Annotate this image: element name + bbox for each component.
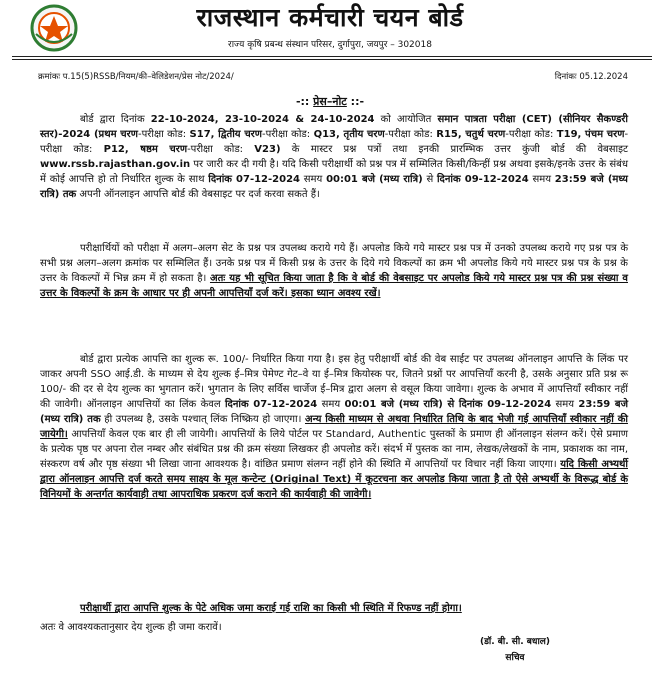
paragraph-question-sets: परीक्षार्थियों को परीक्षा में अलग–अलग सेट के प्रश्न पत्र उपलब्ध कराये गये हैं। अपलोड किये गये मास्टर प्रश्न पत्र में उनको उपलब्ध कराये गए प्रश्न पत्र के सभी प्रश्न अलग–अलग क्रमांक पर सम्मिलित हैं। उनके प्रश्न पत्र में किसी प्रश्न के उत्तर के दिये गये विकल्पों का क्रम भी अपलोड किये गये मास्टर प्रश्न पत्र के प्रश्न के उत्तर के विकल्पों में भिन्न क्रम में हो सकता है। अतः यह भी सूचित किया जाता है कि वे बोर्ड की वेबसाइट पर अपलोड किये गये मास्टर प्रश्न पत्र की प्रश्न संख्या व उत्तर के विकल्पों के क्रम के आधार पर ही अपनी आपत्तियाँ दर्ज करें। इसका ध्यान अवश्य रखें। [40,243,628,299]
heading-left-mark: -:: [295,95,314,108]
reference-number: क्रमांकः प.15(5)RSSB/नियम/की–वेलिडेशन/प्रेस नोट/2024/ [38,72,234,82]
press-note-heading [0,94,660,109]
master-paper-notice: अतः यह भी सूचित किया जाता है कि वे बोर्ड की वेबसाइट पर अपलोड किये गये मास्टर प्रश्न पत्र की प्रश्न संख्या व उत्तर के विकल्पों के क्रम के आधार पर ही अपनी आपत्तियाँ दर्ज करें। इसका ध्यान अवश्य रखें। [40,273,628,299]
paragraph-objection-fee: बोर्ड द्वारा प्रत्येक आपत्ति का शुल्क रू. 100/- निर्धारित किया गया है। इस हेतु परीक्षार्थी बोर्ड की वेब साईट पर उपलब्ध ऑनलाइन आपत्ति के लिंक पर जाकर अपनी SSO आई.डी. के माध्यम से देय शुल्क ई–मित्र पेमेण्ट गेट–वे या ई–मित्र कियोस्क पर, जितने प्रश्नों पर आपत्तियाँ करनी है, उसके अनुसार प्रति प्रश्न रू 100/- की दर से देय शुल्क का भुगतान करें। भुगतान के लिए सर्विस चार्जेज ई–मित्र द्वारा अलग से वसूल किया जावेगा। शुल्क के अभाव में आपत्तियाँ स्वीकार नहीं की जावेगी। ऑनलाइन आपत्तियों का लिंक केवल दिनांक 07-12-2024 समय 00:01 बजे (मध्य रात्रि) से दिनांक 09-12-2024 समय 23:59 बजे (मध्य रात्रि) तक ही उपलब्ध है, उसके पश्चात् लिंक निष्क्रिय हो जाएगा। अन्य किसी माध्यम से अथवा निर्धारित तिथि के बाद भेजी गई आपत्तियाँ स्वीकार नहीं की जायेगी। आपत्तियाँ केवल एक बार ही ली जायेगी। आपत्तियों के लिये पोर्टल पर Standard, Authentic पुस्तकों के प्रमाण ही ऑनलाइन संलग्न करें। ऐसे प्रमाण के प्रत्येक पृष्ठ पर अपना रोल नम्बर और संबंधित प्रश्न की क्रम संख्या लिखकर ही अपलोड करें। संदर्भ में पुस्तक का नाम, लेखक/लेखकों के नाम, प्रकाशक का नाम, संस्करण वर्ष और पृष्ठ संख्या भी लिखा जाना आवश्यक है। वांछित प्रमाण संलग्न नहीं होने की स्थिति में आपत्तियों पर विचार नहीं किया जाएगा। यदि किसी अभ्यर्थी द्वारा ऑनलाइन आपत्ति दर्ज करते समय साक्ष्य के मूल कन्टेन्ट (Original Text) में कूटरचना कर अपलोड किया जाता है तो ऐसे अभ्यर्थी के विरूद्ध बोर्ड के विनियमों के अन्तर्गत कार्यवाही तथा आपराधिक प्रकरण दर्ज कराने की कार्यवाही की जावेगी। [40,354,629,500]
paragraph-answer-key-release: बोर्ड द्वारा दिनांक 22-10-2024, 23-10-2024 & 24-10-2024 को आयोजित समान पात्रता परीक्षा (CET) (सीनियर सैकण्डरी स्तर)-2024 (प्रथम चरण-परीक्षा कोड: S17, द्वितीय चरण-परीक्षा कोड: Q13, तृतीय चरण-परीक्षा कोड: R15, चतुर्थ चरण-परीक्षा कोड: T19, पंचम चरण-परीक्षा कोड: P12, षष्ठम चरण-परीक्षा कोड: V23) के मास्टर प्रश्न पत्रों तथा इनकी प्रारम्भिक उत्तर कुंजी बोर्ड की वेबसाइट www.rssb.rajasthan.gov.in पर जारी कर दी गयी है। यदि किसी परीक्षार्थी को प्रश्न पत्र में सम्मिलित किसी/किन्हीं प्रश्न अथवा इसके/इनके उत्तर के संबंध में कोई आपत्ति हो तो निर्धारित शुल्क के साथ दिनांक 07-12-2024 समय 00:01 बजे (मध्य रात्रि) से दिनांक 09-12-2024 समय 23:59 बजे (मध्य रात्रि) तक अपनी ऑनलाइन आपत्ति बोर्ड की वेबसाइट पर दर्ज करवा सकते हैं। [40,114,629,200]
other-medium-notice: अन्य किसी माध्यम से अथवा निर्धारित तिथि के बाद भेजी गई आपत्तियाँ स्वीकार नहीं की जायेगी। [40,414,628,440]
board-address: राज्य कृषि प्रबन्ध संस्थान परिसर, दुर्गापुरा, जयपुर – 302018 [228,40,432,50]
header-rule-bottom [12,59,652,60]
forgery-warning: यदि किसी अभ्यर्थी द्वारा ऑनलाइन आपत्ति दर्ज करते समय साक्ष्य के मूल कन्टेन्ट (Original Text) में कूटरचना कर अपलोड किया जाता है तो ऐसे अभ्यर्थी के विरूद्ध बोर्ड के विनियमों के अन्तर्गत कार्यवाही तथा आपराधिक प्रकरण दर्ज कराने की कार्यवाही की जावेगी। [40,459,628,500]
signatory-name: (डॉ. बी. सी. बधाल) [479,637,550,647]
reference-date: दिनांकः 05.12.2024 [554,72,628,82]
paragraph-deposit-fee: अतः वे आवश्यकतानुसार देय शुल्क ही जमा करावें। [40,622,222,633]
board-title: राजस्थान कर्मचारी चयन बोर्ड [196,3,464,32]
signature-block [480,634,550,666]
heading-right-mark: ::- [346,95,365,108]
heading-text: प्रेस–नोट [313,95,347,108]
paragraph-no-refund: परीक्षार्थी द्वारा आपत्ति शुल्क के पेटे अधिक जमा कराई गई राशि का किसी भी स्थिति में रिफण्ड नहीं होगा। [80,603,462,614]
header-rule-top [12,56,652,57]
reference-line [38,71,628,85]
signatory-designation: सचिव [505,653,525,663]
website-url: www.rssb.rajasthan.gov.in [40,159,191,170]
